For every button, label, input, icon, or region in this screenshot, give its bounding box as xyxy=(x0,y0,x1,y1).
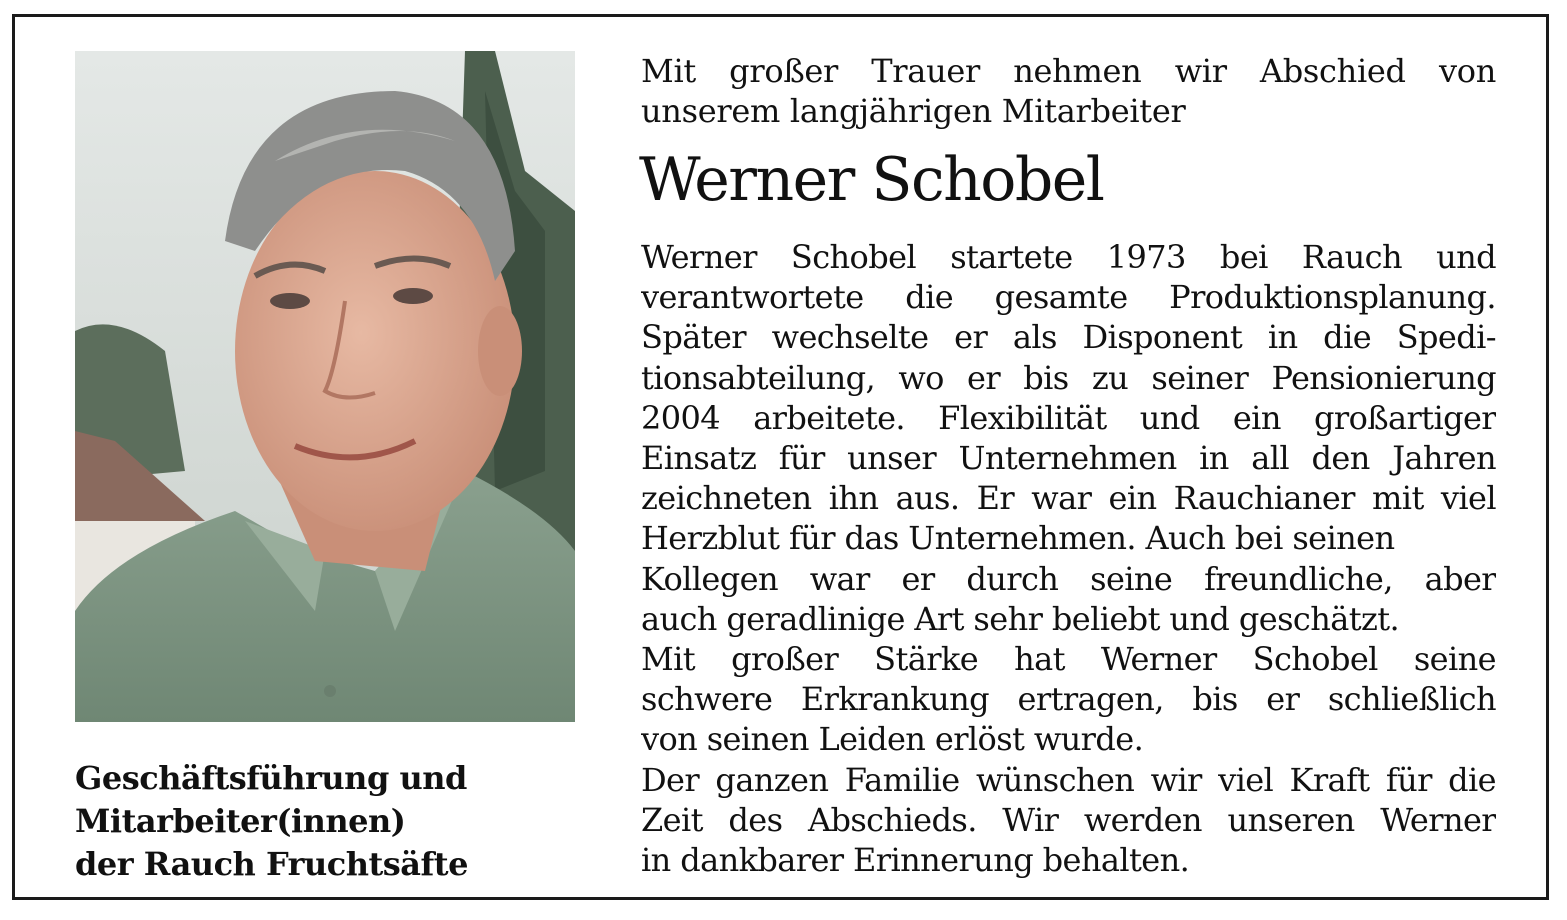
body-line: tionsabteilung, wo er bis zu seiner Pensionierung xyxy=(641,358,1496,397)
deceased-name: Werner Schobel xyxy=(639,145,1104,215)
body-line: Der ganzen Familie wünschen wir viel Kraft für die xyxy=(641,760,1496,799)
sender-line: Geschäftsführung und xyxy=(75,759,467,797)
body-line: auch geradlinige Art sehr beliebt und geschätzt. xyxy=(641,599,1400,638)
body-line: von seinen Leiden erlöst wurde. xyxy=(641,720,1144,759)
portrait-photo xyxy=(75,51,575,722)
sender-line: Mitarbeiter(innen) xyxy=(75,802,406,840)
body-line: in dankbarer Erinnerung behalten. xyxy=(641,841,1190,880)
body-line: zeichneten ihn aus. Er war ein Rauchianer mit viel xyxy=(641,479,1496,518)
obituary-frame xyxy=(12,14,1549,900)
body-line: Mit großer Stärke hat Werner Schobel seine xyxy=(641,640,1496,679)
body-line: Später wechselte er als Disponent in die Spedi- xyxy=(641,318,1496,357)
intro-line: Mit großer Trauer nehmen wir Abschied von xyxy=(641,52,1496,90)
obituary-body xyxy=(641,237,1496,880)
body-line: Herzblut für das Unternehmen. Auch bei seinen xyxy=(641,519,1395,558)
sender-line: der Rauch Fruchtsäfte xyxy=(75,845,468,883)
body-line: Werner Schobel startete 1973 bei Rauch und xyxy=(641,238,1496,276)
intro-text xyxy=(641,51,1496,131)
body-line: verantwortete die gesamte Produktionsplanung. xyxy=(641,278,1496,317)
body-line: 2004 arbeitete. Flexibilität und ein großartiger xyxy=(641,398,1496,437)
intro-line: unserem langjährigen Mitarbeiter xyxy=(641,92,1186,130)
body-line: Zeit des Abschieds. Wir werden unseren Werner xyxy=(641,800,1496,839)
body-line: Einsatz für unser Unternehmen in all den Jahren xyxy=(641,439,1496,478)
body-line: Kollegen war er durch seine freundliche, aber xyxy=(641,559,1496,598)
sender-signature xyxy=(75,757,595,886)
body-line: schwere Erkrankung ertragen, bis er schließlich xyxy=(641,680,1496,719)
